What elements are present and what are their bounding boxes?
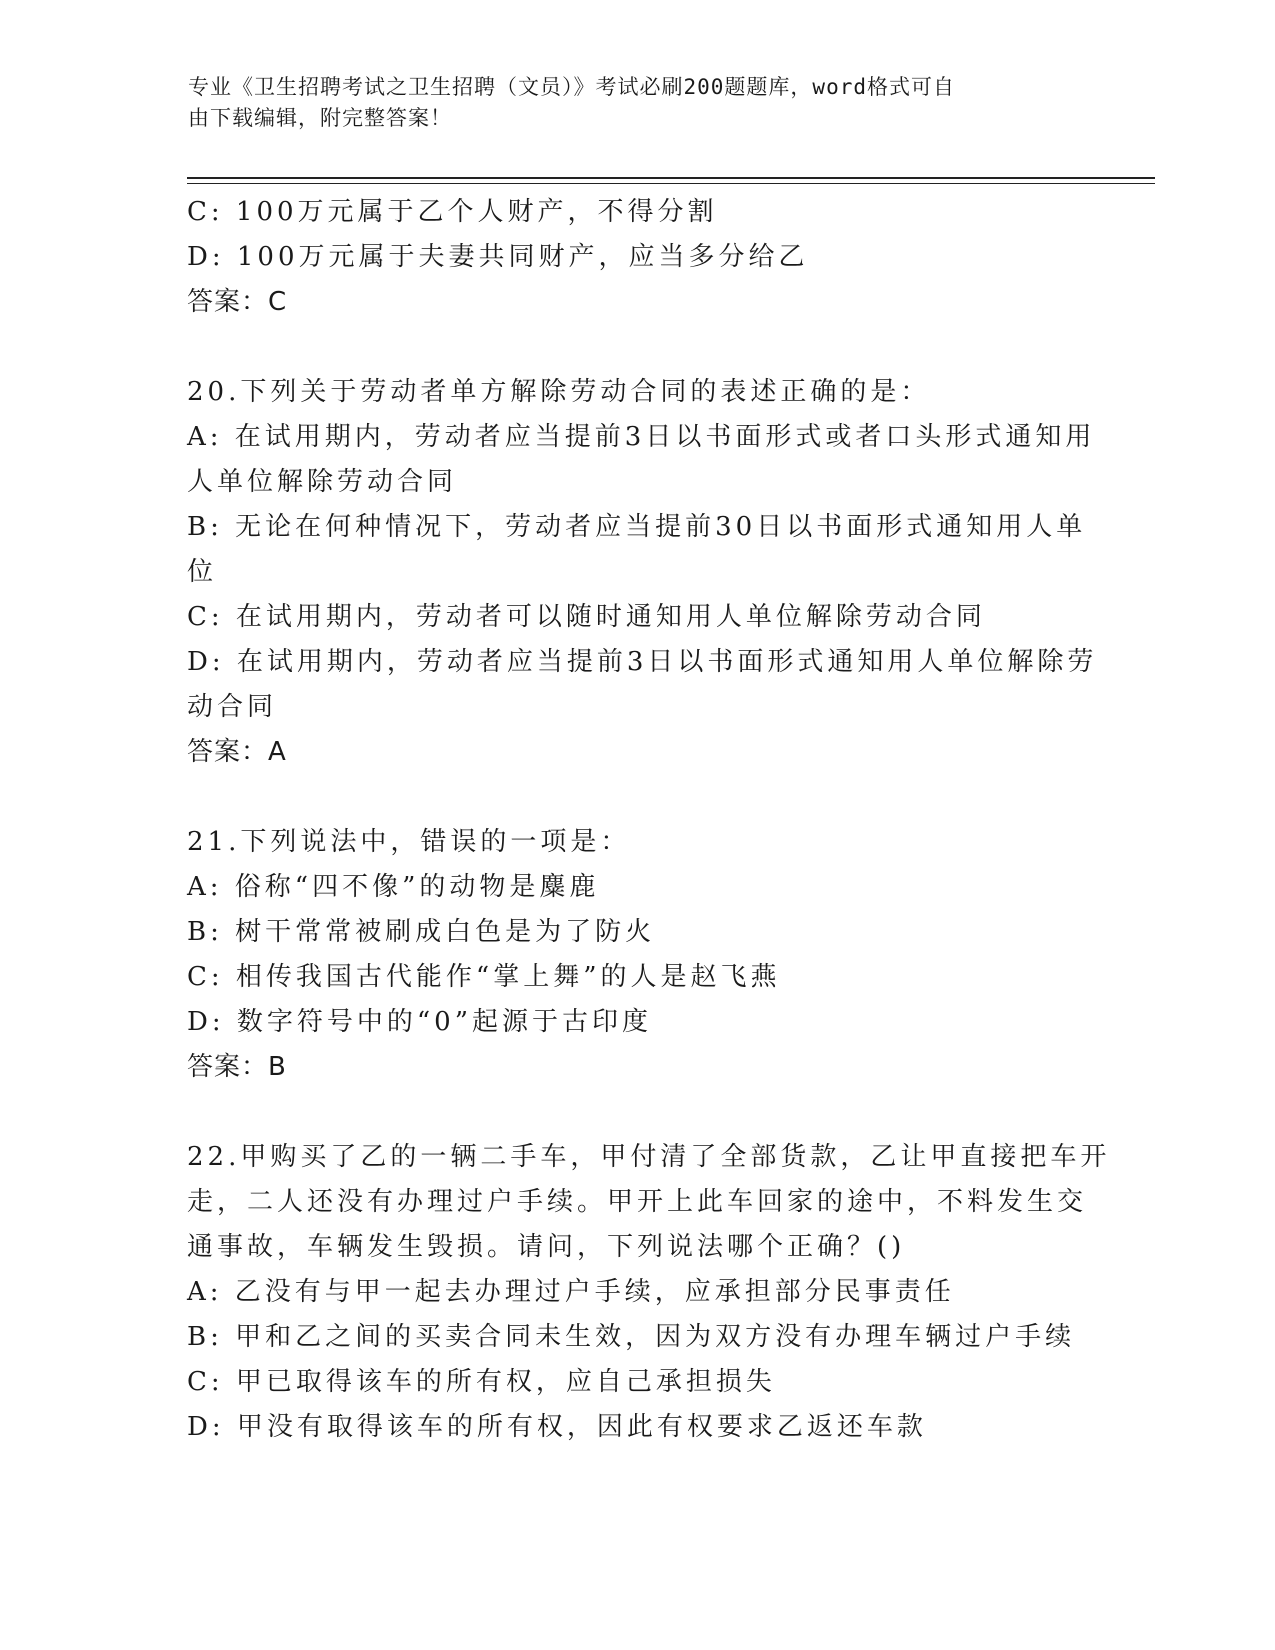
- question-stem: 22.甲购买了乙的一辆二手车，甲付清了全部货款，乙让甲直接把车开: [187, 1142, 1111, 1172]
- question-stem-cont: 走，二人还没有办理过户手续。甲开上此车回家的途中，不料发生交: [187, 1187, 1088, 1217]
- option-b: B: 无论在何种情况下，劳动者应当提前30日以书面形式通知用人单: [187, 512, 1087, 542]
- option-d-cont: 动合同: [187, 692, 278, 722]
- option-d: D: 数字符号中的“0”起源于古印度: [187, 1007, 652, 1037]
- question-stem: 20.下列关于劳动者单方解除劳动合同的表述正确的是：: [187, 377, 931, 407]
- document-header: [188, 72, 1078, 134]
- option-b-cont: 位: [187, 557, 218, 587]
- question-stem-cont: 通事故，车辆发生毁损。请问，下列说法哪个正确？(): [187, 1232, 906, 1262]
- option-a-cont: 人单位解除劳动合同: [187, 467, 458, 497]
- option-a: A: 在试用期内，劳动者应当提前3日以书面形式或者口头形式通知用: [187, 422, 1096, 452]
- answer: 答案：B: [187, 1052, 287, 1082]
- option-d: D: 100万元属于夫妻共同财产，应当多分给乙: [187, 242, 809, 272]
- header-line: 由下载编辑，附完整答案！: [188, 106, 452, 130]
- option-c: C: 在试用期内，劳动者可以随时通知用人单位解除劳动合同: [187, 602, 986, 632]
- option-a: A: 乙没有与甲一起去办理过户手续，应承担部分民事责任: [187, 1277, 955, 1307]
- option-c: C: 甲已取得该车的所有权，应自己承担损失: [187, 1367, 776, 1397]
- option-c: C: 100万元属于乙个人财产，不得分割: [187, 197, 718, 227]
- option-b: B: 树干常常被刷成白色是为了防火: [187, 917, 656, 947]
- option-b: B: 甲和乙之间的买卖合同未生效，因为双方没有办理车辆过户手续: [187, 1322, 1076, 1352]
- header-divider-thin: [187, 183, 1155, 184]
- answer: 答案：C: [187, 287, 288, 317]
- question-stem: 21.下列说法中，错误的一项是：: [187, 827, 631, 857]
- option-a: A: 俗称“四不像”的动物是麋鹿: [187, 872, 600, 902]
- option-d: D: 在试用期内，劳动者应当提前3日以书面形式通知用人单位解除劳: [187, 647, 1098, 677]
- header-line: 专业《卫生招聘考试之卫生招聘（文员）》考试必刷200题题库，word格式可自: [188, 75, 955, 99]
- question-list: [187, 190, 1111, 1450]
- answer: 答案：A: [187, 737, 287, 767]
- option-d: D: 甲没有取得该车的所有权，因此有权要求乙返还车款: [187, 1412, 927, 1442]
- header-divider: [187, 177, 1155, 179]
- option-c: C: 相传我国古代能作“掌上舞”的人是赵飞燕: [187, 962, 781, 992]
